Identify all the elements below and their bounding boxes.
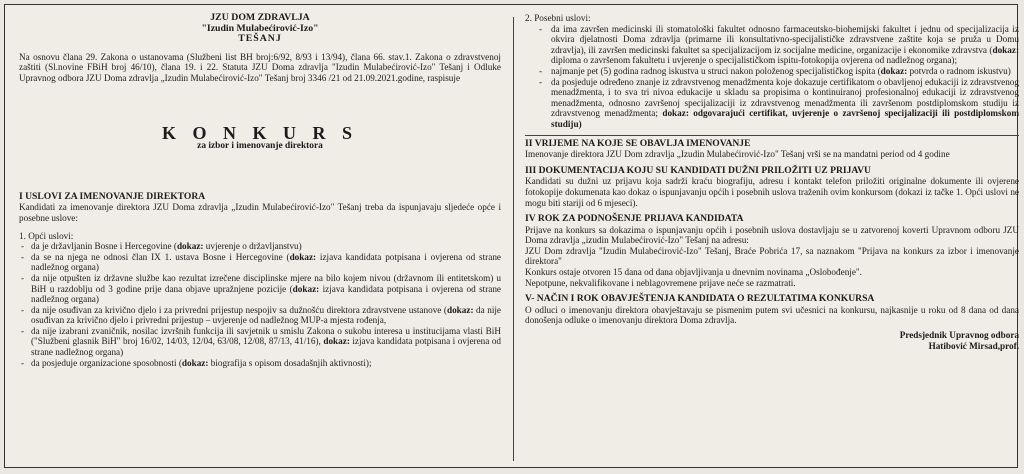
section3-text: Kandidati su dužni uz prijavu koja sadrži kraću biografiju, adresu i kontakt telefon priložiti originalne dokumente ili ovjerene fotokopije dokumenata kao dokaz o ispunjavanju općih i posebnih uslova traženih ovim konkursom (dokazi iz tačke 1. Opći uslovi ne mogu biti stariji od 6 mjeseci). xyxy=(525,176,1019,208)
list-item: - da posjeduje određeno znanje iz zdravstvenog menadžmenta koje dokazuje certifikatom o obavljenoj edukaciji iz zdravstvenog menadžmenta, i to sva tri nivoa edukacije u skladu sa propisima o kontinuiranoj profesionalnoj edukaciji iz zdravstvenog menadžmenta, odnosno završenoj specijalizaciji iz zdravstvenog menadžmenta ili završenom postdiplomskom studiju iz zdravstvenog menadžmenta; dokaz: odgovarajući certifikat, uvjerenje o završenoj specijalizaciji ili postdiplomskom studiju) xyxy=(525,77,1019,130)
org-title: JZU DOM ZDRAVLJA xyxy=(210,12,310,23)
section2-heading: II VRIJEME NA KOJE SE OBAVLJA IMENOVANJE xyxy=(525,137,751,149)
list-item: - najmanje pet (5) godina radnog iskustva u struci nakon položenog specijalističkog ispita (dokaz: potvrda o radnom iskustvu) xyxy=(525,66,1019,77)
section4-p3: Konkurs ostaje otvoren 15 dana od dana objavljivanja u dnevnim novinama „Oslobođenje". xyxy=(525,267,862,278)
list-item: - da se na njega ne odnosi član IX 1. ustava Bosne i Hercegovine (dokaz: izjava kandidata potpisana i ovjerena od strane nadležnog organa) xyxy=(19,252,501,273)
section1-heading: I USLOVI ZA IMENOVANJE DIREKTORA xyxy=(19,190,206,202)
section4-heading: IV ROK ZA PODNOŠENJE PRIJAVA KANDIDATA xyxy=(525,213,744,225)
list-item: - da nije izabrani zvaničnik, nosilac izvršnih funkcija ili savjetnik u smislu Zakona o sukobu interesa u institucijama vlasti BiH ("Službeni glasnik BiH" broj 16/02, 14/03, 12/04, 63/08, 12/08, 87/13, 41/16), dokaz: izjava kandidata potpisana i ovjerena od strane nadležnog organa) xyxy=(19,326,501,358)
signature-role: Predsjednik Upravnog odbora xyxy=(899,330,1019,341)
general-conditions-list xyxy=(19,241,501,368)
special-conditions-list xyxy=(525,24,1019,130)
konkurs-title: K O N K U R S xyxy=(161,122,358,143)
intro-paragraph: Na osnovu člana 29. Zakona o ustanovama (Službeni list BH broj:6/92, 8/93 i 13/94), člana 66. stav.1. Zakona o zdravstvenoj zaštiti (Sl.novine FBiH broj 46/10), člana 19. i 22. Statuta JZU Doma zdravlja "Izudin Mulabećirović-Izo" Tešanj i Odluke Upravnog odbora JZU Doma zdravlja „Izudin Mulabećirović-Izo" Tešanj broj 3346 /21 od 21.09.2021.godine, raspisuje xyxy=(19,51,501,83)
general-conditions-label: 1. Opći uslovi: xyxy=(19,230,74,241)
special-conditions-label: 2. Posebni uslovi: xyxy=(525,13,591,23)
org-name: "Izudin Mulabećirović-Izo" xyxy=(201,22,319,34)
section3-heading: III DOKUMENTACIJA KOJU SU KANDIDATI DUŽNI PRILOŽITI UZ PRIJAVU xyxy=(525,164,871,176)
list-item: - da nije otpušten iz državne službe kao rezultat izrečene disciplinske mjere na bilo kojem nivou (državnom ili entitetskom) u BiH u razdoblju od 3 godine prije dana objave upražnjene pozicije (dokaz: izjava kandidata potpisana i ovjerena od strane nadležnog organa) xyxy=(19,273,501,305)
section2-text: Imenovanje direktora JZU Dom zdravlja „Izudin Mulabećirović-Izo" Tešanj vrši se na mandatni period od 4 godine xyxy=(525,149,950,160)
section4-p4: Nepotpune, nekvalifikovane i neblagovremene prijave neće se razmatrati. xyxy=(525,277,796,288)
section-divider xyxy=(525,135,1019,136)
konkurs-subtitle: za izbor i imenovanje direktora xyxy=(197,141,323,152)
list-item: - da nije osuđivan za krivično djelo i za privredni prijestup nespojiv sa dužnošću direktora zdravstvene ustanove (dokaz: da nije osuđivan za krivično djelo i privredni prijestup – uvjerenje od nadležnog MUP-a mjesta rođenja, xyxy=(19,305,501,326)
section5-heading: V- NAČIN I ROK OBAVJEŠTENJA KANDIDATA O REZULTATIMA KONKURSA xyxy=(525,293,875,305)
column-divider xyxy=(513,17,514,461)
section4-p2: JZU Dom zdravlja "Izudin Mulabećirović-Izo" Tešanj, Braće Pobrića 17, sa naznakom "Prijava na konkurs za izbor i imenovanje direktora" xyxy=(525,245,1019,267)
list-item: - da je državljanin Bosne i Hercegovine (dokaz: uvjerenje o državljanstvu) xyxy=(19,241,501,252)
signature-name: Hatibović Mirsad,prof. xyxy=(928,340,1019,351)
org-city: TEŠANJ xyxy=(238,33,282,45)
list-item: - da ima završen medicinski ili stomatološki fakultet odnosno farmaceutsko-biohemijski fakultet i jednu od specijalizacija iz okvira djelatnosti Doma zdravlja (primarne ili konsultativno-specijalističke zdravstvene zaštite koja se pruža u Domu zdravlja), ili završen medicinski fakultet sa specijalizacijom iz socijalne medicine, organizacije i ekonomike zdravstva (dokaz: diploma o završenom fakultetu i uvjerenje o specijalističkom ispitu-fotokopija ovjerena od nadležnog organa); xyxy=(525,24,1019,66)
left-column xyxy=(19,13,501,368)
list-item: - da posjeduje organizacione sposobnosti (dokaz: biografija s opisom dosadašnjih aktivnosti); xyxy=(19,358,501,369)
section1-text: Kandidati za imenovanje direktora JZU Doma zdravlja „Izudin Mulabećirović-Izo" Tešanj treba da ispunjavaju sljedeće opće i posebne uslove: xyxy=(19,202,501,223)
section5-text: O odluci o imenovanju direktora obavještavaju se pismenim putem svi učesnici na konkursu, najkasnije u roku od 8 dana od dana donošenja odluke o imenovanju direktora Doma zdravlja. xyxy=(525,304,1019,326)
section4-p1: Prijave na konkurs sa dokazima o ispunjavanju općih i posebnih uslova dostavljaju se u zatvorenoj koverti Upravnom odboru JZU Doma zdravlja „izudin Mulabećirović-Izo" Tešanj na adresu: xyxy=(525,224,1019,246)
right-column xyxy=(525,13,1019,351)
announcement-frame xyxy=(4,4,1018,468)
